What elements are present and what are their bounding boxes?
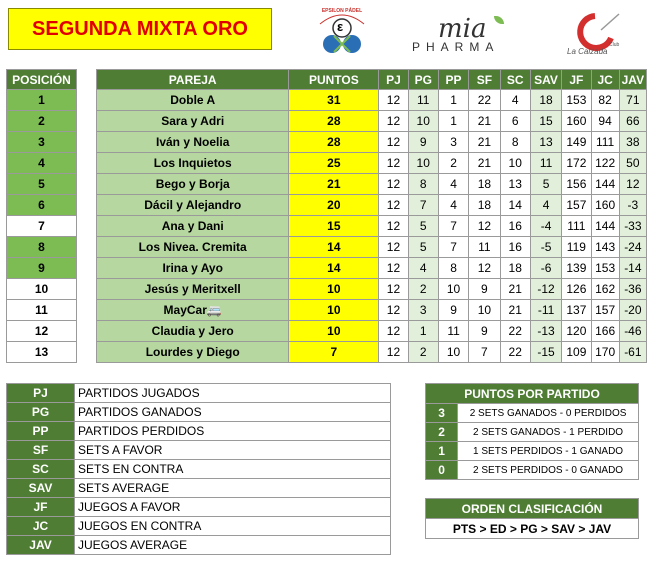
table-row [97, 132, 647, 153]
points-value: 3 [426, 404, 458, 423]
cell-pg: 2 [408, 342, 438, 363]
cell-pg: 5 [408, 237, 438, 258]
cell-sc: 18 [500, 258, 530, 279]
epsilon-letter: ε [337, 19, 344, 34]
cell-sc: 13 [500, 174, 530, 195]
cell-jf: 111 [562, 216, 591, 237]
cell-puntos: 7 [289, 342, 379, 363]
epsilon-logo-text: EPSILON PÁDEL [321, 8, 363, 14]
cell-pp: 4 [438, 195, 468, 216]
legend-value: SETS EN CONTRA [75, 460, 391, 479]
pharma-logo-text: PHARMA [412, 40, 500, 54]
cell-pg: 3 [408, 300, 438, 321]
cell-pp: 4 [438, 174, 468, 195]
cell-pg: 9 [408, 132, 438, 153]
position-row [7, 279, 77, 300]
cell-pp: 1 [438, 90, 468, 111]
cell-sc: 8 [500, 132, 530, 153]
cell-jav: 38 [619, 132, 646, 153]
ranking-order-table [425, 498, 639, 539]
cell-puntos: 28 [289, 111, 379, 132]
cell-sav: 4 [530, 195, 561, 216]
la-calzada-logo [565, 10, 631, 56]
cell-jav: -14 [619, 258, 646, 279]
position-cell: 7 [7, 216, 77, 237]
column-header-pg: PG [408, 70, 438, 90]
cell-sav: 13 [530, 132, 561, 153]
cell-jav: -46 [619, 321, 646, 342]
legend-value: SETS AVERAGE [75, 479, 391, 498]
leaf-icon [494, 16, 504, 24]
position-row [7, 342, 77, 363]
cell-pp: 7 [438, 237, 468, 258]
cell-sf: 12 [469, 258, 500, 279]
cell-pareja: Doble A [97, 90, 289, 111]
cell-pg: 8 [408, 174, 438, 195]
cell-pg: 7 [408, 195, 438, 216]
cell-sav: 18 [530, 90, 561, 111]
cell-sf: 18 [469, 195, 500, 216]
points-description: 2 SETS PERDIDOS - 0 GANADO [458, 461, 639, 480]
cell-jav: -61 [619, 342, 646, 363]
cell-puntos: 21 [289, 174, 379, 195]
cell-pareja: Lourdes y Diego [97, 342, 289, 363]
cell-jav: 50 [619, 153, 646, 174]
standings-table [96, 69, 647, 363]
position-cell: 6 [7, 195, 77, 216]
legend-value: JUEGOS A FAVOR [75, 498, 391, 517]
legend-key: PP [7, 422, 75, 441]
cell-pg: 10 [408, 111, 438, 132]
cell-jc: 144 [591, 174, 619, 195]
legend-table [6, 383, 391, 555]
position-row [7, 132, 77, 153]
ranking-order-value: PTS > ED > PG > SAV > JAV [426, 519, 639, 539]
table-row [97, 153, 647, 174]
cell-puntos: 14 [289, 258, 379, 279]
position-cell: 9 [7, 258, 77, 279]
cell-puntos: 31 [289, 90, 379, 111]
cell-sc: 16 [500, 237, 530, 258]
cell-pg: 11 [408, 90, 438, 111]
column-header-sc: SC [500, 70, 530, 90]
cell-pareja: Sara y Adri [97, 111, 289, 132]
cell-jc: 144 [591, 216, 619, 237]
legend-key: PJ [7, 384, 75, 403]
position-row [7, 258, 77, 279]
cell-sf: 21 [469, 111, 500, 132]
cell-pj: 12 [379, 132, 408, 153]
table-row [97, 321, 647, 342]
cell-pp: 11 [438, 321, 468, 342]
cell-pj: 12 [379, 153, 408, 174]
cell-sc: 22 [500, 321, 530, 342]
cell-sf: 21 [469, 132, 500, 153]
mia-logo-text: mia [438, 14, 487, 44]
cell-pj: 12 [379, 111, 408, 132]
position-cell: 11 [7, 300, 77, 321]
points-per-match-table [425, 383, 639, 480]
position-table [6, 69, 77, 363]
epsilon-padel-logo [312, 8, 372, 56]
cell-sf: 22 [469, 90, 500, 111]
cell-sf: 21 [469, 153, 500, 174]
pos-header: POSICIÓN [7, 70, 77, 90]
legend-row [7, 517, 391, 536]
cell-sc: 4 [500, 90, 530, 111]
cell-jav: 12 [619, 174, 646, 195]
cell-pp: 3 [438, 132, 468, 153]
legend-row [7, 536, 391, 555]
position-row [7, 90, 77, 111]
cell-sf: 12 [469, 216, 500, 237]
cell-jav: -3 [619, 195, 646, 216]
cell-jf: 156 [562, 174, 591, 195]
column-header-jc: JC [591, 70, 619, 90]
legend-row [7, 403, 391, 422]
cell-puntos: 15 [289, 216, 379, 237]
cell-pareja: Ana y Dani [97, 216, 289, 237]
cell-pareja: Jesús y Meritxell [97, 279, 289, 300]
cell-sav: 15 [530, 111, 561, 132]
legend-key: SAV [7, 479, 75, 498]
cell-sav: -6 [530, 258, 561, 279]
cell-jav: -33 [619, 216, 646, 237]
mia-pharma-logo [408, 14, 548, 56]
cell-pj: 12 [379, 237, 408, 258]
table-row [97, 300, 647, 321]
cell-pj: 12 [379, 195, 408, 216]
cell-sc: 14 [500, 195, 530, 216]
cell-jf: 109 [562, 342, 591, 363]
cell-pp: 9 [438, 300, 468, 321]
cell-pareja: MayCar🚐 [97, 300, 289, 321]
cell-pp: 10 [438, 279, 468, 300]
position-cell: 13 [7, 342, 77, 363]
points-per-match-title: PUNTOS POR PARTIDO [426, 384, 639, 404]
cell-sf: 9 [469, 321, 500, 342]
column-header-jav: JAV [619, 70, 646, 90]
table-row [97, 237, 647, 258]
cell-sav: -13 [530, 321, 561, 342]
column-header-puntos: PUNTOS [289, 70, 379, 90]
points-description: 2 SETS GANADOS - 1 PERDIDO [458, 423, 639, 442]
cell-puntos: 10 [289, 300, 379, 321]
cell-pareja: Irina y Ayo [97, 258, 289, 279]
legend-row [7, 422, 391, 441]
cell-jf: 126 [562, 279, 591, 300]
legend-value: JUEGOS AVERAGE [75, 536, 391, 555]
cell-sav: -15 [530, 342, 561, 363]
points-value: 1 [426, 442, 458, 461]
table-row [97, 342, 647, 363]
legend-value: PARTIDOS PERDIDOS [75, 422, 391, 441]
cell-puntos: 10 [289, 279, 379, 300]
cell-pareja: Iván y Noelia [97, 132, 289, 153]
cell-pp: 2 [438, 153, 468, 174]
position-row [7, 195, 77, 216]
cell-pj: 12 [379, 216, 408, 237]
position-cell: 2 [7, 111, 77, 132]
cell-sf: 11 [469, 237, 500, 258]
legend-value: PARTIDOS JUGADOS [75, 384, 391, 403]
cell-sf: 18 [469, 174, 500, 195]
ranking-order-title: ORDEN CLASIFICACIÓN [426, 499, 639, 519]
position-cell: 4 [7, 153, 77, 174]
cell-sav: -4 [530, 216, 561, 237]
cell-jc: 162 [591, 279, 619, 300]
position-cell: 3 [7, 132, 77, 153]
legend-key: JAV [7, 536, 75, 555]
points-row [426, 423, 639, 442]
position-row [7, 237, 77, 258]
cell-jav: -20 [619, 300, 646, 321]
legend-row [7, 384, 391, 403]
cell-pj: 12 [379, 342, 408, 363]
cell-sf: 10 [469, 300, 500, 321]
cell-jf: 120 [562, 321, 591, 342]
cell-sav: -12 [530, 279, 561, 300]
points-value: 0 [426, 461, 458, 480]
cell-pj: 12 [379, 90, 408, 111]
legend-row [7, 479, 391, 498]
legend-key: JF [7, 498, 75, 517]
cell-sf: 7 [469, 342, 500, 363]
cell-jf: 172 [562, 153, 591, 174]
cell-jav: 66 [619, 111, 646, 132]
legend-value: PARTIDOS GANADOS [75, 403, 391, 422]
cell-jc: 160 [591, 195, 619, 216]
cell-jc: 122 [591, 153, 619, 174]
cell-pp: 7 [438, 216, 468, 237]
points-row [426, 461, 639, 480]
cell-sc: 6 [500, 111, 530, 132]
cell-pj: 12 [379, 279, 408, 300]
column-header-pareja: PAREJA [97, 70, 289, 90]
cell-pj: 12 [379, 258, 408, 279]
cell-pp: 1 [438, 111, 468, 132]
calzada-name-text: La Calzada [567, 47, 608, 56]
cell-puntos: 10 [289, 321, 379, 342]
table-row [97, 216, 647, 237]
position-row [7, 300, 77, 321]
cell-pp: 8 [438, 258, 468, 279]
table-row [97, 90, 647, 111]
position-row [7, 216, 77, 237]
position-cell: 1 [7, 90, 77, 111]
cell-puntos: 25 [289, 153, 379, 174]
cell-jc: 153 [591, 258, 619, 279]
points-value: 2 [426, 423, 458, 442]
cell-sc: 16 [500, 216, 530, 237]
cell-sav: 5 [530, 174, 561, 195]
cell-pg: 10 [408, 153, 438, 174]
cell-jc: 143 [591, 237, 619, 258]
table-row [97, 111, 647, 132]
calzada-club-text: Club [609, 42, 620, 48]
column-header-sav: SAV [530, 70, 561, 90]
cell-pj: 12 [379, 174, 408, 195]
points-row [426, 442, 639, 461]
table-row [97, 279, 647, 300]
position-cell: 12 [7, 321, 77, 342]
cell-jc: 111 [591, 132, 619, 153]
page-title: SEGUNDA MIXTA ORO [8, 8, 272, 50]
cell-sc: 21 [500, 279, 530, 300]
cell-jf: 149 [562, 132, 591, 153]
cell-pj: 12 [379, 321, 408, 342]
cell-sav: -11 [530, 300, 561, 321]
points-description: 1 SETS PERDIDOS - 1 GANADO [458, 442, 639, 461]
cell-jf: 119 [562, 237, 591, 258]
cell-jf: 139 [562, 258, 591, 279]
cell-pareja: Dácil y Alejandro [97, 195, 289, 216]
position-cell: 8 [7, 237, 77, 258]
column-header-sf: SF [469, 70, 500, 90]
cell-sav: 11 [530, 153, 561, 174]
cell-pareja: Claudia y Jero [97, 321, 289, 342]
position-row [7, 153, 77, 174]
legend-key: SC [7, 460, 75, 479]
legend-row [7, 441, 391, 460]
cell-jav: -24 [619, 237, 646, 258]
cell-puntos: 20 [289, 195, 379, 216]
legend-key: JC [7, 517, 75, 536]
cell-pg: 1 [408, 321, 438, 342]
cell-jf: 157 [562, 195, 591, 216]
points-description: 2 SETS GANADOS - 0 PERDIDOS [458, 404, 639, 423]
cell-puntos: 28 [289, 132, 379, 153]
position-row [7, 174, 77, 195]
column-header-jf: JF [562, 70, 591, 90]
cell-jc: 94 [591, 111, 619, 132]
cell-sf: 9 [469, 279, 500, 300]
position-row [7, 111, 77, 132]
cell-sav: -5 [530, 237, 561, 258]
cell-jf: 160 [562, 111, 591, 132]
column-header-pj: PJ [379, 70, 408, 90]
cell-jav: 71 [619, 90, 646, 111]
cell-jc: 170 [591, 342, 619, 363]
cell-jc: 82 [591, 90, 619, 111]
position-row [7, 321, 77, 342]
cell-pareja: Los Nivea. Cremita [97, 237, 289, 258]
position-cell: 5 [7, 174, 77, 195]
cell-jf: 153 [562, 90, 591, 111]
legend-row [7, 460, 391, 479]
cell-pp: 10 [438, 342, 468, 363]
cell-pj: 12 [379, 300, 408, 321]
cell-pg: 2 [408, 279, 438, 300]
cell-puntos: 14 [289, 237, 379, 258]
cell-sc: 10 [500, 153, 530, 174]
cell-sc: 21 [500, 300, 530, 321]
legend-row [7, 498, 391, 517]
legend-key: PG [7, 403, 75, 422]
cell-sc: 22 [500, 342, 530, 363]
cell-pg: 4 [408, 258, 438, 279]
column-header-pp: PP [438, 70, 468, 90]
position-cell: 10 [7, 279, 77, 300]
cell-jc: 157 [591, 300, 619, 321]
cell-pareja: Los Inquietos [97, 153, 289, 174]
table-row [97, 195, 647, 216]
cell-pareja: Bego y Borja [97, 174, 289, 195]
legend-value: SETS A FAVOR [75, 441, 391, 460]
table-row [97, 174, 647, 195]
cell-jav: -36 [619, 279, 646, 300]
table-row [97, 258, 647, 279]
points-row [426, 404, 639, 423]
cell-jf: 137 [562, 300, 591, 321]
legend-key: SF [7, 441, 75, 460]
legend-value: JUEGOS EN CONTRA [75, 517, 391, 536]
cell-pg: 5 [408, 216, 438, 237]
cell-jc: 166 [591, 321, 619, 342]
